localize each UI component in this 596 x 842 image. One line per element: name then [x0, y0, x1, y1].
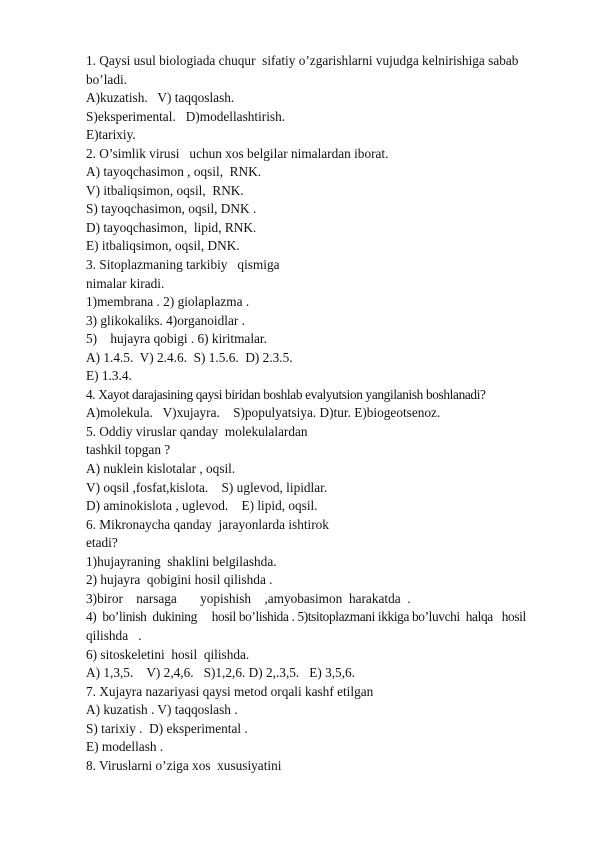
question-2-option-e: E) itbaliqsimon, oqsil, DNK. [86, 238, 240, 254]
question-1-options-a-v: A)kuzatish. V) taqqoslash. [86, 90, 235, 106]
question-5-options-d-e: D) aminokislota , uglevod. E) lipid, oqsil. [86, 498, 318, 514]
question-4-text: 4. Xayot darajasining qaysi biridan boshlab evalyutsion yangilanish boshlanadi? [86, 386, 486, 402]
question-3-option-e: E) 1.3.4. [86, 368, 132, 384]
document-page [86, 52, 556, 775]
question-4-options: A)molekula. V)xujayra. S)populyatsiya. D)tur. E)biogeotsenoz. [86, 405, 441, 421]
question-6-item-1: 1)hujayraning shaklini belgilashda. [86, 553, 277, 569]
question-2-option-v: V) itbaliqsimon, oqsil, RNK. [86, 182, 244, 198]
question-5-text-cont: tashkil topgan ? [86, 442, 171, 458]
question-3-items-1-2: 1)membrana . 2) giolaplazma . [86, 294, 250, 310]
question-1-text-cont: bo’ladi. [86, 71, 127, 87]
question-5-options-v-s: V) oqsil ,fosfat,kislota. S) uglevod, lipidlar. [86, 479, 328, 495]
question-3-text: 3. Sitoplazmaning tarkibiy qismiga [86, 257, 280, 273]
question-2-text: 2. O’simlik virusi uchun xos belgilar nimalardan iborat. [86, 145, 389, 161]
question-1-options-s-d: S)eksperimental. D)modellashtirish. [86, 108, 286, 124]
question-3-items-3-4: 3) glikokaliks. 4)organoidlar . [86, 312, 245, 328]
question-1-text: 1. Qaysi usul biologiada chuqur sifatiy o’zgarishlarni vujudga kelnirishiga sabab [86, 53, 519, 68]
question-2-option-a: A) tayoqchasimon , oqsil, RNK. [86, 164, 262, 180]
question-3-options-a-d: A) 1.4.5. V) 2.4.6. S) 1.5.6. D) 2.3.5. [86, 349, 293, 365]
question-6-text-cont: etadi? [86, 535, 118, 551]
question-3-text-cont: nimalar kiradi. [86, 275, 165, 291]
question-2-option-d: D) tayoqchasimon, lipid, RNK. [86, 219, 257, 235]
question-5-text: 5. Oddiy viruslar qanday molekulalardan [86, 423, 308, 439]
question-1-option-e: E)tarixiy. [86, 127, 136, 143]
question-6-options: A) 1,3,5. V) 2,4,6. S)1,2,6. D) 2,.3,5. E) 3,5,6. [86, 665, 356, 681]
question-7-text: 7. Xujayra nazariyasi qaysi metod orqali kashf etilgan [86, 683, 374, 699]
question-8-text: 8. Viruslarni o’ziga xos xususiyatini [86, 757, 282, 773]
question-2-option-s: S) tayoqchasimon, oqsil, DNK . [86, 201, 257, 217]
question-6-item-3: 3)biror narsaga yopishish ,amyobasimon harakatda . [86, 590, 411, 606]
question-7-option-e: E) modellash . [86, 739, 164, 755]
question-6-item-5-cont: qilishda . [86, 627, 142, 643]
question-3-items-5-6: 5) hujayra qobigi . 6) kiritmalar. [86, 331, 267, 347]
question-6-text: 6. Mikronaycha qanday jarayonlarda ishtirok [86, 516, 329, 532]
question-5-option-a: A) nuklein kislotalar , oqsil. [86, 461, 236, 477]
question-6-item-6: 6) sitoskeletini hosil qilishda. [86, 646, 250, 662]
question-7-options-s-d: S) tarixiy . D) eksperimental . [86, 720, 248, 736]
question-7-options-a-v: A) kuzatish . V) taqqoslash . [86, 702, 238, 718]
question-6-items-4-5: 4) bo’linish dukining hosil bo’lishida . 5)tsitoplazmani ikkiga bo’luvchi halqa hosil [86, 609, 526, 625]
question-6-item-2: 2) hujayra qobigini hosil qilishda . [86, 572, 273, 588]
